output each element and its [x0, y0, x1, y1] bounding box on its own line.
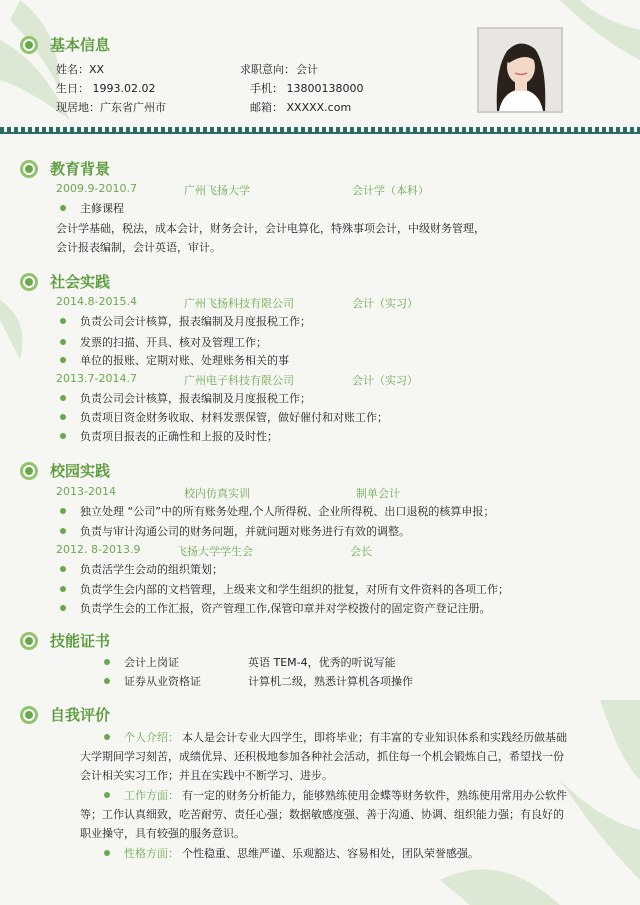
phone-field: 手机： 13800138000 — [250, 82, 364, 95]
job-item: 负责公司会计核算，报表编制及月度报税工作； — [80, 392, 311, 405]
intro-label: 个人介绍： — [124, 731, 179, 744]
section-dot-icon — [20, 36, 38, 54]
bullet-icon — [60, 414, 66, 420]
job-company: 广州电子科技有限公司 — [184, 374, 294, 387]
section-campus-practice — [20, 460, 110, 481]
campus-role: 会长 — [350, 545, 372, 558]
courses-line: 会计报表编制，会计英语，审计。 — [56, 241, 221, 254]
bullet-icon — [60, 508, 66, 514]
job-item: 发票的扫描、开具、核对及管理工作； — [80, 336, 267, 349]
bullet-icon — [60, 528, 66, 534]
cert-name: 会计上岗证 — [124, 656, 179, 669]
bullet-icon — [104, 734, 110, 740]
work-text: 职业操守，具有较强的服务意识。 — [80, 827, 245, 840]
portrait-image — [479, 29, 561, 111]
campus-item: 负责学生会的工作汇报，资产管理工作,保管印章并对学校拨付的固定资产登记注册。 — [80, 602, 491, 615]
job-item: 单位的报账、定期对账、处理账务相关的事 — [80, 354, 289, 367]
section-dot-icon — [20, 632, 38, 650]
campus-item: 独立处理 “公司”中的所有账务处理,个人所得税、企业所得税、出口退税的核算申报； — [80, 505, 495, 518]
job-item: 负责项目资金财务收取、材料发票保管，做好催付和对账工作； — [80, 411, 388, 424]
profile-photo — [477, 27, 563, 113]
work-label: 工作方面： — [124, 789, 179, 802]
campus-role: 制单会计 — [356, 487, 400, 500]
bullet-icon — [60, 605, 66, 611]
section-social-practice — [20, 271, 110, 292]
bullet-icon — [104, 850, 110, 856]
section-dot-icon — [20, 160, 38, 178]
birth-field: 生日： 1993.02.02 — [56, 82, 156, 95]
job-company: 广州飞扬科技有限公司 — [184, 297, 294, 310]
section-title: 教育背景 — [50, 160, 111, 178]
location-field: 现居地：广东省广州市 — [56, 101, 166, 114]
char-text: 个性稳重、思维严谨、乐观豁达、容易相处，团队荣誉感强。 — [182, 847, 479, 860]
job-period: 2013.7-2014.7 — [56, 372, 137, 385]
job-period: 2014.8-2015.4 — [56, 295, 137, 308]
section-skills — [20, 630, 110, 651]
bullet-icon — [60, 395, 66, 401]
courses-line: 会计学基础，税法，成本会计，财务会计，会计电算化，特殊事项会计，中级财务管理， — [56, 222, 485, 235]
bullet-icon — [60, 566, 66, 572]
section-dot-icon — [20, 273, 38, 291]
campus-period: 2012. 8-2013.9 — [56, 543, 141, 556]
section-self-evaluation — [20, 704, 110, 725]
bullet-icon — [60, 357, 66, 363]
intro-text: 本人是会计专业大四学生，即将毕业；有丰富的专业知识体系和实践经历做基础 — [182, 731, 567, 744]
section-dot-icon — [20, 462, 38, 480]
bullet-icon — [104, 659, 110, 665]
campus-period: 2013-2014 — [56, 485, 116, 498]
bullet-icon — [60, 339, 66, 345]
skill-desc: 计算机二级，熟悉计算机各项操作 — [248, 675, 413, 688]
cert-name: 证券从业资格证 — [124, 675, 201, 688]
edu-school: 广州飞扬大学 — [184, 184, 250, 197]
section-title: 校园实践 — [50, 462, 111, 480]
section-dot-icon — [20, 706, 38, 724]
job-role: 会计（实习） — [352, 297, 418, 310]
section-title: 自我评价 — [50, 706, 111, 724]
edu-period: 2009.9-2010.7 — [56, 182, 137, 195]
campus-item: 负责与审计沟通公司的财务问题，并就问题对账务进行有效的调整。 — [80, 525, 410, 538]
section-divider-line — [0, 132, 640, 134]
campus-org: 飞扬大学学生会 — [176, 545, 253, 558]
campus-org: 校内仿真实训 — [184, 487, 250, 500]
name-field: 姓名：XX — [56, 63, 105, 76]
intro-text: 大学期间学习刻苦，成绩优异、还积极地参加各种社会活动，抓住每一个机会锻炼自己，希望找一份 — [80, 750, 564, 763]
intent-label: 求职意向： — [240, 63, 295, 76]
job-item: 负责公司会计核算，报表编制及月度报税工作； — [80, 315, 311, 328]
skill-desc: 英语 TEM-4，优秀的听说写能 — [248, 656, 396, 669]
job-role: 会计（实习） — [352, 374, 418, 387]
intro-text: 会计相关实习工作；并且在实践中不断学习、进步。 — [80, 769, 333, 782]
section-basic-info — [20, 34, 110, 55]
section-education — [20, 158, 110, 179]
edu-major: 会计学（本科） — [352, 184, 429, 197]
campus-item: 负责活学生会动的组织策划； — [80, 563, 223, 576]
job-item: 负责项目报表的正确性和上报的及时性； — [80, 430, 278, 443]
section-title: 社会实践 — [50, 273, 111, 291]
bullet-icon — [60, 586, 66, 592]
section-title: 基本信息 — [50, 36, 111, 54]
bullet-icon — [60, 205, 66, 211]
bullet-icon — [104, 792, 110, 798]
campus-item: 负责学生会内部的文档管理，上级来文和学生组织的批复，对所有文件资料的各项工作； — [80, 583, 509, 596]
bullet-icon — [60, 318, 66, 324]
section-title: 技能证书 — [50, 632, 111, 650]
bullet-icon — [60, 433, 66, 439]
work-text: 有一定的财务分析能力，能够熟练使用金蝶等财务软件，熟练使用常用办公软件 — [182, 789, 567, 802]
email-field: 邮箱： XXXXX.com — [250, 101, 352, 114]
work-text: 等；工作认真细致，吃苦耐劳、责任心强；数据敏感度强、善于沟通、协调、组织能力强；有良好的 — [80, 808, 564, 821]
char-label: 性格方面： — [124, 847, 179, 860]
intent-value: 会计 — [296, 63, 318, 76]
course-label: 主修课程 — [80, 202, 124, 215]
bullet-icon — [104, 678, 110, 684]
